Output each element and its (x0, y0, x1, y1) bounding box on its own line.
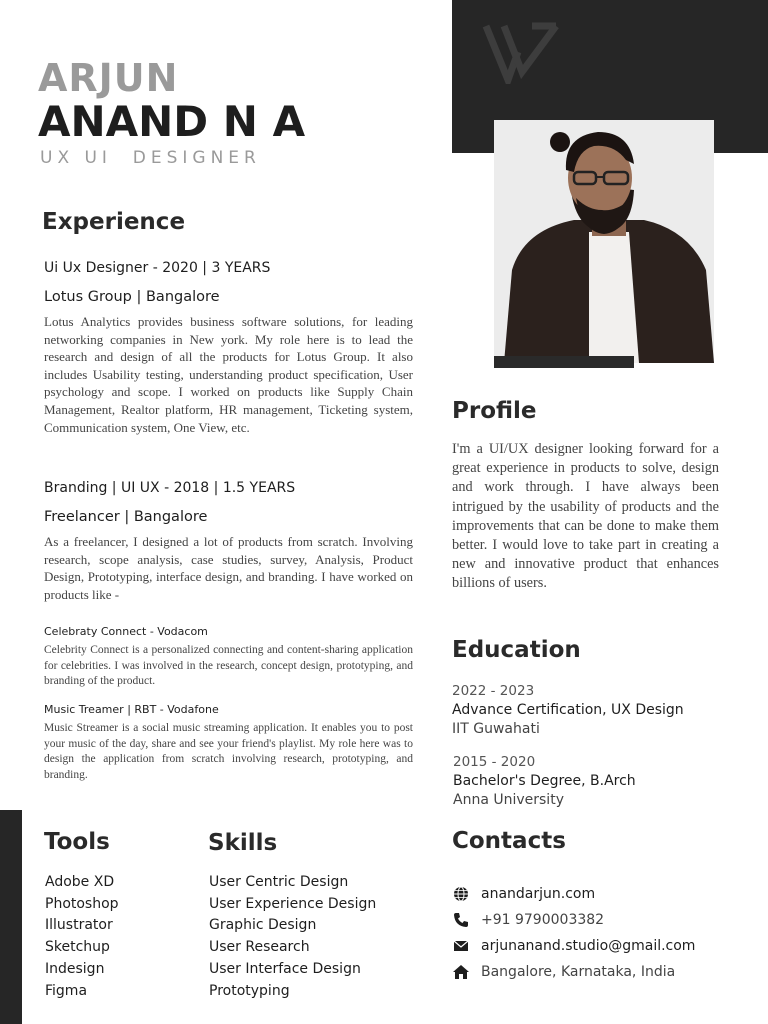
job-description: Lotus Analytics provides business software solutions, for leading networking companies in New york. My role here is to lead the research and design of all the products for Lotus Group. It also includes Usability testing, understanding product specification, User psychology and scope. I worked on products like Supply Chain Management, Realtor platform, HR management, Ticketing system, Communication system, One View, etc. (44, 314, 413, 435)
tools-list (45, 872, 119, 1002)
list-item: User Interface Design (209, 960, 361, 977)
left-side-strip (0, 810, 22, 1024)
list-item: Sketchup (45, 939, 110, 956)
list-item: Illustrator (45, 917, 113, 934)
tools-heading: Tools (44, 829, 110, 855)
contact-text: Bangalore, Karnataka, India (481, 964, 676, 980)
job-company: Freelancer | Bangalore (44, 509, 208, 525)
profile-heading: Profile (452, 398, 537, 424)
contact-text: anandarjun.com (481, 886, 596, 902)
job-description: As a freelancer, I designed a lot of products from scratch. Involving research, scope analysis, case studies, survey, Analysis, Product Design, Prototyping, interface design, and branding. I have worked on products like - (44, 534, 413, 602)
education-heading: Education (452, 637, 581, 663)
contact-phone[interactable] (453, 907, 695, 933)
job-title: Branding | UI UX - 2018 | 1.5 YEARS (44, 480, 296, 496)
list-item: Figma (45, 982, 88, 999)
first-name: ARJUN (38, 56, 179, 100)
logo-icon (482, 22, 560, 84)
project-description: Celebrity Connect is a personalized connecting and content-sharing application for celebrities. I was involved in the research, concept design, prototyping, and branding of the product. (44, 644, 413, 688)
contact-website[interactable] (453, 881, 695, 907)
job-company: Lotus Group | Bangalore (44, 289, 220, 305)
education-years: 2022 - 2023 (452, 683, 535, 699)
list-item: Adobe XD (45, 874, 115, 890)
home-icon (453, 964, 469, 980)
list-item: Photoshop (45, 895, 119, 912)
list-item: Prototyping (209, 982, 290, 999)
photo-underline-bar (494, 356, 634, 368)
job-title: Ui Ux Designer - 2020 | 3 YEARS (44, 260, 271, 276)
education-degree: Advance Certification, UX Design (452, 702, 684, 718)
project-title: Music Treamer | RBT - Vodafone (44, 703, 219, 716)
contact-address (453, 959, 695, 985)
job-role-title: UX UI DESIGNER (40, 148, 261, 168)
education-degree: Bachelor's Degree, B.Arch (453, 773, 636, 789)
list-item: User Research (209, 939, 310, 956)
education-school: IIT Guwahati (452, 721, 540, 737)
skills-list (209, 872, 376, 1002)
globe-icon (453, 886, 469, 902)
contact-email[interactable] (453, 933, 695, 959)
project-description: Music Streamer is a social music streaming application. It enables you to post your music of the day, share and see your friend's playlist. My role here was to design the application from scratch involving research, prototyping, and branding. (44, 722, 413, 781)
list-item: User Centric Design (209, 874, 349, 890)
last-name: ANAND N A (38, 97, 306, 146)
list-item: Graphic Design (209, 917, 317, 934)
education-school: Anna University (453, 792, 564, 808)
skills-heading: Skills (208, 830, 278, 856)
contacts-list (453, 881, 695, 985)
contact-text: +91 9790003382 (481, 912, 605, 928)
person-silhouette-icon (494, 120, 714, 363)
phone-icon (453, 912, 469, 928)
experience-heading: Experience (42, 209, 186, 235)
envelope-icon (453, 938, 469, 954)
project-title: Celebraty Connect - Vodacom (44, 625, 208, 638)
contact-text: arjunanand.studio@gmail.com (481, 938, 696, 954)
contacts-heading: Contacts (452, 828, 566, 854)
list-item: Indesign (45, 960, 105, 977)
list-item: User Experience Design (209, 895, 377, 912)
education-years: 2015 - 2020 (453, 754, 536, 770)
profile-photo (494, 120, 714, 363)
profile-text: I'm a UI/UX designer looking forward for a great experience in products to solve, design and work through. I have always been intrigued by the usability of products and the improvements that can be done to make them better. I would love to take part in creating a new and innovative product that enhances billions of users. (452, 441, 719, 592)
